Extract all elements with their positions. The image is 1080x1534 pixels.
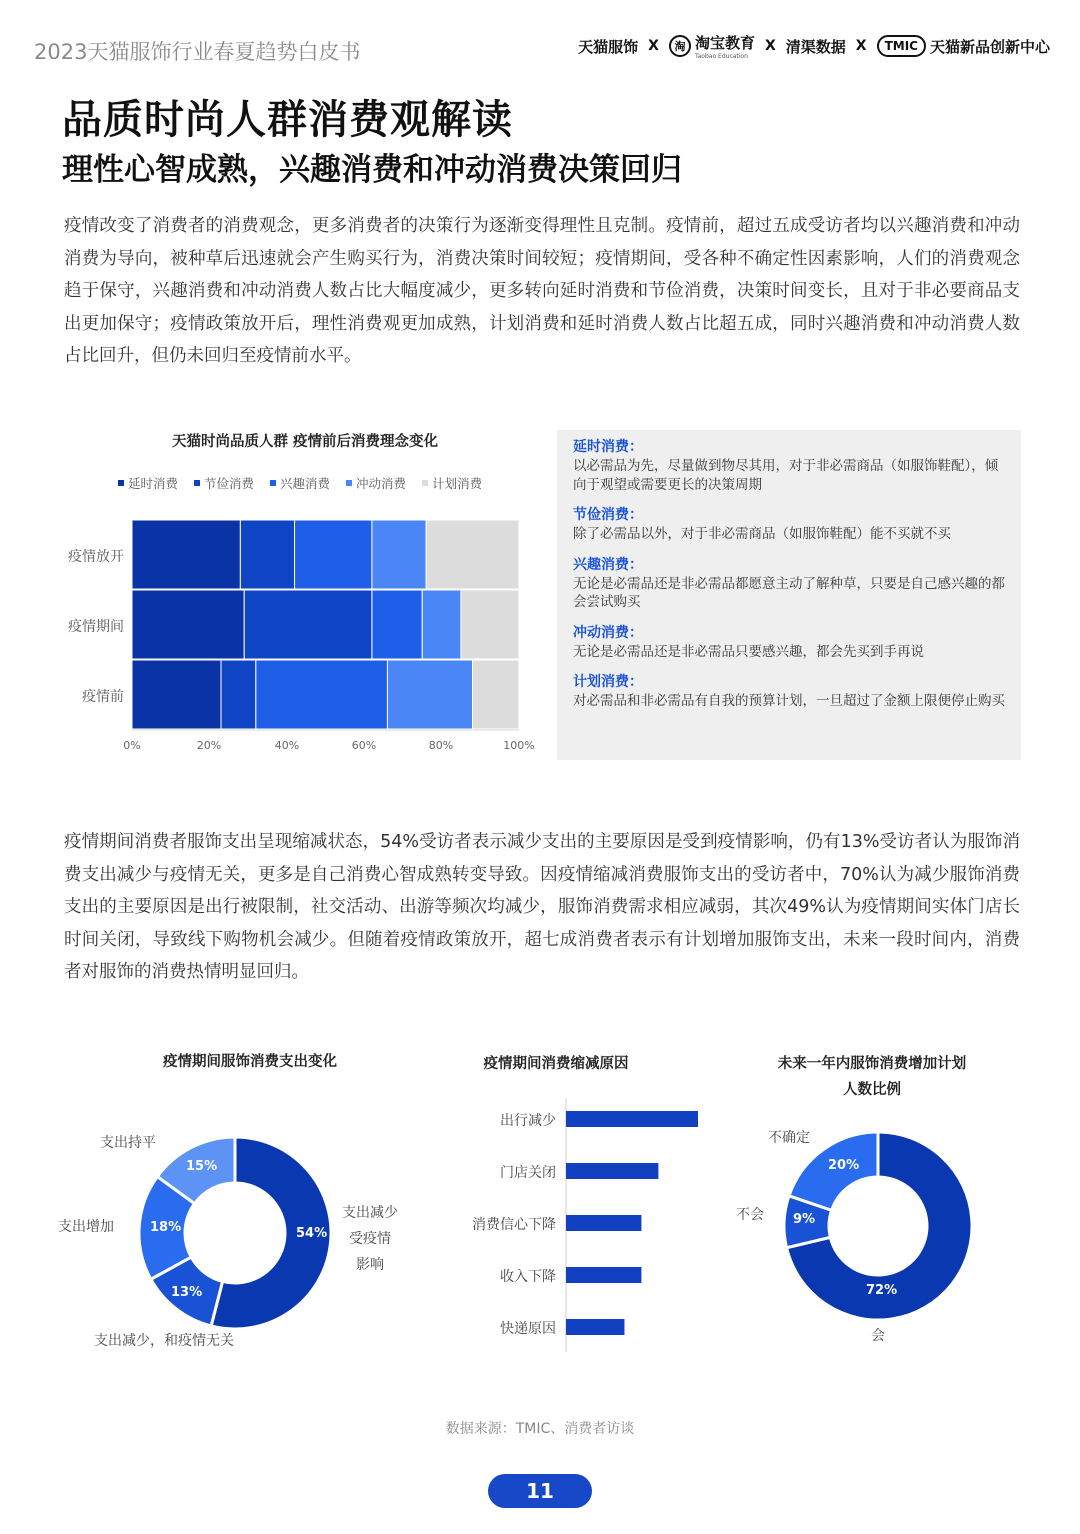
donut1-label-flat: 支出持平 xyxy=(100,1135,156,1151)
reason-label-delivery: 快递原因 xyxy=(500,1321,556,1337)
definition-text: 无论是必需品还是非必需品都愿意主动了解种草，只要是自己感兴趣的都会尝试购买 xyxy=(573,575,1005,610)
definition-term: 冲动消费： xyxy=(573,624,643,641)
definition-text: 对必需品和非必需品有自我的预算计划，一旦超过了金额上限便停止购买 xyxy=(573,693,1005,709)
spending-paragraph: 疫情期间消费者服饰支出呈现缩减状态，54%受访者表示减少支出的主要原因是受到疫情影响，仍有13%受访者认为服饰消费支出减少与疫情无关，更多是自己消费心智成熟转变导致。因疫情缩减消费服饰支出的受访者中，70%认为减少服饰消费支出的主要原因是出行被限制，社交活动、出游等频次均减少，服饰消费需求相应减弱，其次49%认为疫情期间实体门店长时间关闭，导致线下购物机会减少。但随着疫情政策放开，超七成消费者表示有计划增加服饰支出，未来一段时间内，消费者对服饰的消费热情明显回归。 xyxy=(64,832,1020,982)
definition-term: 延时消费： xyxy=(573,439,643,455)
bar-segment-0-2 xyxy=(295,520,372,589)
reason-bar-0 xyxy=(566,1111,698,1127)
bar-segment-1-0 xyxy=(132,590,244,659)
data-source: 数据来源：TMIC、消费者访谈 xyxy=(445,1421,635,1437)
donut1-pct-decrease-other: 13% xyxy=(171,1285,203,1300)
legend-label: 计划消费 xyxy=(432,476,483,491)
donut2-pct-no: 9% xyxy=(793,1212,816,1227)
bar-segment-0-3 xyxy=(372,520,426,589)
intro-paragraph: 疫情改变了消费者的消费观念，更多消费者的决策行为逐渐变得理性且克制。疫情前，超过五成受访者均以兴趣消费和冲动消费为导向，被种草后迅速就会产生购买行为，消费决策时间较短；疫情期间，受各种不确定性因素影响，人们的消费观念趋于保守，兴趣消费和冲动消费人数占比大幅度减少，更多转向延时消费和节俭消费，决策时间变长，且对于非必要商品支出更加保守；疫情政策放开后，理性消费观更加成熟，计划消费和延时消费人数占比超五成，同时兴趣消费和冲动消费人数占比回升，但仍未回归至疫情前水平。 xyxy=(64,216,1020,366)
definition-plan xyxy=(573,673,1005,711)
donut2-label-yes: 会 xyxy=(871,1328,885,1344)
donut2-label-unsure: 不确定 xyxy=(768,1130,810,1146)
donut1-pct-decrease-covid: 54% xyxy=(296,1226,328,1241)
definition-term: 计划消费： xyxy=(573,674,643,690)
donut2-title-line1: 未来一年内服饰消费增加计划 xyxy=(777,1056,967,1072)
donut2-label-no: 不会 xyxy=(736,1207,764,1223)
taobao-icon: 淘 xyxy=(669,35,691,57)
taobao-education-text: 淘宝教育 xyxy=(694,34,755,52)
definition-text: 无论是必需品还是非必需品只要感兴趣，都会先买到手再说 xyxy=(573,643,924,660)
document-title: 2023天猫服饰行业春夏趋势白皮书 xyxy=(34,40,361,64)
x-tick-40: 40% xyxy=(274,739,300,752)
bar-segment-0-4 xyxy=(426,520,519,589)
bar-segment-2-4 xyxy=(473,660,519,729)
logo-separator: X xyxy=(764,38,776,54)
bar-segment-1-3 xyxy=(422,590,461,659)
donut2-pct-unsure: 20% xyxy=(828,1158,860,1173)
page-number: 11 xyxy=(488,1474,592,1508)
category-label-during: 疫情期间 xyxy=(68,619,124,635)
legend-label: 延时消费 xyxy=(128,476,179,491)
legend-label: 兴趣消费 xyxy=(280,476,331,491)
definition-delay xyxy=(573,438,1005,494)
x-tick-20: 20% xyxy=(196,739,222,752)
bar-segment-1-2 xyxy=(372,590,422,659)
reason-label-store: 门店关闭 xyxy=(500,1165,556,1181)
x-tick-100: 100% xyxy=(503,739,535,752)
x-tick-0: 0% xyxy=(123,739,141,752)
reason-bar-2 xyxy=(566,1215,641,1231)
reasons-chart-title: 疫情期间消费缩减原因 xyxy=(483,1056,629,1072)
bar-segment-0-1 xyxy=(240,520,294,589)
tmic-text: 天猫新品创新中心 xyxy=(929,37,1050,56)
donut2-title-line2: 人数比例 xyxy=(843,1082,901,1098)
donut1-label-decrease-covid-3: 影响 xyxy=(356,1257,384,1273)
category-label-reopened: 疫情放开 xyxy=(68,549,124,565)
tmall-fashion-logo: 天猫服饰 xyxy=(578,37,639,56)
reason-bar-4 xyxy=(566,1319,624,1335)
definitions-panel xyxy=(557,430,1021,760)
bar-segment-0-0 xyxy=(132,520,240,589)
stacked-chart-title: 天猫时尚品质人群 疫情前后消费理念变化 xyxy=(171,434,439,450)
taobao-education-subtext: Taobao Education xyxy=(694,53,748,60)
definition-thrift xyxy=(573,506,1005,544)
donut1-label-decrease-covid-2: 受疫情 xyxy=(349,1231,391,1247)
bar-segment-2-1 xyxy=(221,660,256,729)
definition-impulse xyxy=(573,624,1005,662)
reason-label-confidence: 消费信心下降 xyxy=(472,1217,556,1233)
bar-segment-1-4 xyxy=(461,590,519,659)
reason-bar-1 xyxy=(566,1163,658,1179)
donut1-label-decrease-other: 支出减少，和疫情无关 xyxy=(94,1333,234,1349)
legend-label: 冲动消费 xyxy=(356,476,407,491)
reason-label-income: 收入下降 xyxy=(500,1269,556,1285)
bar-segment-1-1 xyxy=(244,590,372,659)
bar-segment-2-3 xyxy=(387,660,472,729)
definition-text: 除了必需品以外，对于非必需商品（如服饰鞋配）能不买就不买 xyxy=(573,526,951,542)
donut1-title: 疫情期间服饰消费支出变化 xyxy=(163,1054,337,1070)
page-subtitle: 理性心智成熟，兴趣消费和冲动消费决策回归 xyxy=(62,152,682,188)
definition-term: 兴趣消费： xyxy=(573,556,643,573)
legend-label: 节俭消费 xyxy=(204,476,255,491)
donut1-label-increase: 支出增加 xyxy=(58,1219,114,1235)
donut2-pct-yes: 72% xyxy=(866,1283,898,1298)
logo-separator: X xyxy=(855,38,867,54)
page-title: 品质时尚人群消费观解读 xyxy=(62,97,513,143)
definition-term: 节俭消费： xyxy=(573,507,643,523)
x-tick-60: 60% xyxy=(351,739,377,752)
x-tick-80: 80% xyxy=(428,739,454,752)
definition-interest xyxy=(573,556,1005,612)
category-label-before: 疫情前 xyxy=(82,689,124,705)
definition-text: 以必需品为先，尽量做到物尽其用，对于非必需商品（如服饰鞋配），倾向于观望或需要更长的决策周期 xyxy=(573,458,999,493)
tmic-badge: TMIC xyxy=(877,35,926,57)
bar-segment-2-0 xyxy=(132,660,221,729)
donut1-label-decrease-covid-1: 支出减少 xyxy=(342,1205,398,1221)
bar-segment-2-2 xyxy=(256,660,388,729)
logo-separator: X xyxy=(648,38,659,54)
qingqu-data-logo: 清渠数据 xyxy=(785,37,846,56)
reason-label-travel: 出行减少 xyxy=(500,1113,556,1129)
reason-bar-3 xyxy=(566,1267,641,1283)
donut1-pct-flat: 15% xyxy=(186,1159,218,1174)
donut1-pct-increase: 18% xyxy=(150,1220,182,1235)
